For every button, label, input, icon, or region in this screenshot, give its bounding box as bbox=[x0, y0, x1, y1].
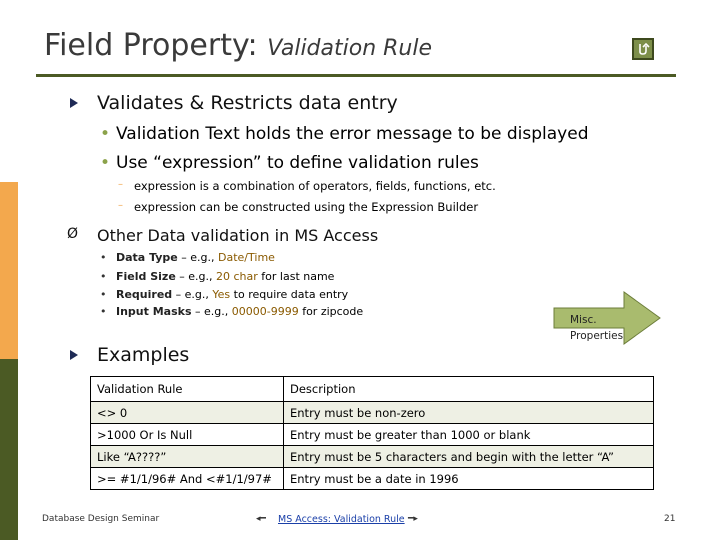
triangle-bullet-icon bbox=[70, 98, 78, 108]
footer-seminar: Database Design Seminar bbox=[42, 514, 160, 524]
dot-bullet-icon: • bbox=[100, 305, 107, 318]
title-sub: Validation Rule bbox=[267, 36, 433, 61]
title-divider bbox=[36, 74, 676, 77]
table-cell: Like “A????” bbox=[91, 446, 284, 468]
dot-bullet-icon: • bbox=[100, 288, 107, 301]
return-button[interactable] bbox=[632, 38, 654, 60]
table-header-description: Description bbox=[284, 377, 654, 402]
dash-bullet-icon: – bbox=[118, 200, 123, 211]
table-row bbox=[91, 402, 654, 424]
previous-slide-icon[interactable]: ◂━ bbox=[256, 514, 266, 524]
table-row bbox=[91, 468, 654, 490]
dot-bullet-icon: • bbox=[100, 153, 111, 173]
slide-title bbox=[44, 28, 432, 63]
table-header-rule: Validation Rule bbox=[91, 377, 284, 402]
footer-link[interactable]: MS Access: Validation Rule bbox=[278, 514, 405, 525]
dash-bullet-icon: – bbox=[118, 179, 123, 190]
table-cell: <> 0 bbox=[91, 402, 284, 424]
triangle-bullet-icon bbox=[70, 350, 78, 360]
table-cell: >= #1/1/96# And <#1/1/97# bbox=[91, 468, 284, 490]
table-cell: Entry must be a date in 1996 bbox=[284, 468, 654, 490]
misc-properties-label[interactable]: Misc. Properties bbox=[570, 314, 624, 342]
dot-bullet-icon: • bbox=[100, 251, 107, 264]
table-header-row bbox=[91, 377, 654, 402]
page-number: 21 bbox=[664, 514, 676, 524]
table-cell: Entry must be non-zero bbox=[284, 402, 654, 424]
validation-rule-table bbox=[90, 376, 654, 490]
table-cell: >1000 Or Is Null bbox=[91, 424, 284, 446]
title-main: Field Property: bbox=[44, 28, 258, 63]
side-bar-bottom bbox=[0, 359, 18, 540]
table-row bbox=[91, 424, 654, 446]
next-slide-icon[interactable]: ━▸ bbox=[408, 514, 418, 524]
side-bar-middle bbox=[0, 182, 18, 359]
table-cell: Entry must be 5 characters and begin with the letter “A” bbox=[284, 446, 654, 468]
dot-bullet-icon: • bbox=[100, 270, 107, 283]
return-arrow-icon bbox=[636, 42, 650, 56]
table-cell: Entry must be greater than 1000 or blank bbox=[284, 424, 654, 446]
chevron-bullet-icon: Ø bbox=[67, 226, 79, 242]
dot-bullet-icon: • bbox=[100, 124, 111, 144]
table-row bbox=[91, 446, 654, 468]
side-bar-top bbox=[0, 0, 18, 182]
